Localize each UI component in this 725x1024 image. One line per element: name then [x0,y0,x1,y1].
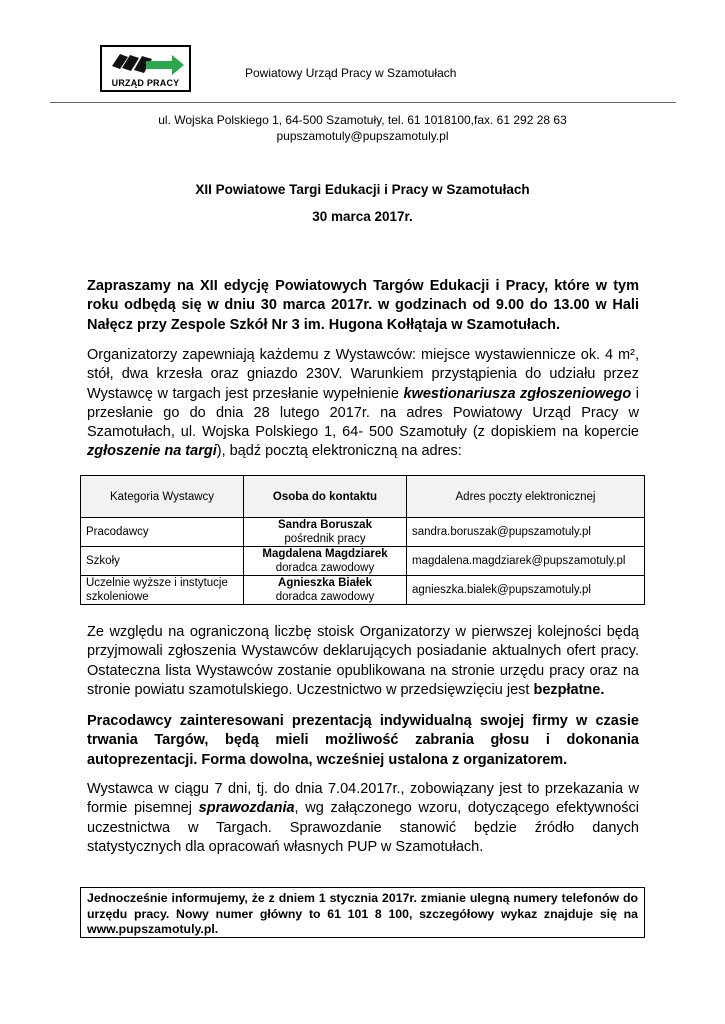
email-cell: agnieszka.bialek@pupszamotuly.pl [407,576,645,605]
table-row [81,518,645,547]
table-header-row [81,476,645,518]
organizers-text-2: i przesłanie go do dnia 28 lutego 2017r. na adres Powiatowy Urząd Pracy w Szamotułach, ul. Wojska Polskiego 1, 64- 500 Szamotuły (z dopiskiem na kopercie [87,385,640,441]
envelope-note-emphasis: zgłoszenie na targi [87,443,217,460]
space-limit-paragraph [87,623,639,700]
contact-name: Magdalena Magdziarek [262,548,388,560]
header-contact-person: Osoba do kontaktu [244,476,407,518]
title-line-1: XII Powiatowe Targi Edukacji i Pracy w Szamotułach [195,182,530,197]
logo [100,45,191,92]
contact-role: doradca zawodowy [275,591,375,603]
contact-cell [244,547,407,576]
presentation-paragraph: Pracodawcy zainteresowani prezentacją indywidualną swojej firmy w czasie trwania Targów, będą mieli możliwość zabrania głosu i dokonania autoprezentacji. Forma dowolna, wcześniej ustalona z organizatorem. [87,713,639,768]
table-row [81,547,645,576]
email-cell: magdalena.magdziarek@pupszamotuly.pl [407,547,645,576]
contact-cell [244,518,407,547]
logo-text: URZĄD PRACY [111,78,180,88]
contact-name: Sandra Boruszak [278,519,372,531]
phone-change-notice: Jednocześnie informujemy, że z dniem 1 stycznia 2017r. zmianie ulegną numery telefonów do urzędu pracy. Nowy numer główny to 61 101 8 100, szczegółowy wykaz znajduje się na www.pupszamotuly.pl. [80,887,645,938]
header-email: Adres poczty elektronicznej [407,476,645,518]
table-row [81,576,645,605]
address-line: ul. Wojska Polskiego 1, 64-500 Szamotuły, tel. 61 1018100,fax. 61 292 28 63 [158,113,567,127]
report-emphasis: sprawozdania [198,800,295,817]
category-cell: Pracodawcy [81,518,244,547]
contact-role: pośrednik pracy [284,533,366,545]
report-text-2: , wg załączonego wzoru, dotyczącego efektywności uczestnictwa w Targach. Sprawozdanie stanowić będzie źródło danych statystycznych dla opracowań własnych PUP w Szamotułach. [87,800,639,855]
header-category: Kategoria Wystawcy [81,476,244,518]
category-cell: Uczelnie wyższe i instytucje szkoleniowe [81,576,244,605]
contacts-table [80,475,645,605]
address-block [0,112,725,144]
intro-paragraph: Zapraszamy na XII edycję Powiatowych Targów Edukacji i Pracy, które w tym roku odbędą się w dniu 30 marca 2017r. w godzinach od 9.00 do 13.00 w Hali Nałęcz przy Zespole Szkół Nr 3 im. Hugona Kołłątaja w Szamotułach. [87,278,639,333]
document-title [0,176,725,230]
organizers-paragraph [87,346,639,462]
free-of-charge-emphasis: bezpłatne. [533,681,605,698]
header-divider [50,102,676,103]
category-cell: Szkoły [81,547,244,576]
space-limit-text: Ze względu na ograniczoną liczbę stoisk Organizatorzy w pierwszej kolejności będą przyjmowali zgłoszenia Wystawców deklarujących posiadanie aktualnych ofert pracy. Ostateczna lista Wystawców zostanie opublikowana na stronie urzędu pracy oraz na stronie powiatu szamotulskiego. Uczestnictwo w przedsięwzięciu jest [87,624,639,698]
report-text-1: Wystawca w ciągu 7 dni, tj. do dnia 7.04.2017r., zobowiązany jest to przekazania w formie pisemnej [87,781,639,817]
contact-cell [244,576,407,605]
logo-graphic-icon [106,50,186,80]
organizers-text-1: Organizatorzy zapewniają każdemu z Wystawców: miejsce wystawiennicze ok. 4 m², stół, dwa krzesła oraz gniazdo 230V. Warunkiem przystąpienia do udziału przez Wystawcę w targach jest przesłanie wypełnienie [87,347,639,402]
contact-role: doradca zawodowy [275,562,375,574]
questionnaire-emphasis: kwestionariusza zgłoszeniowego [403,385,632,402]
report-paragraph [87,780,639,857]
organizers-text-3: ), bądź pocztą elektroniczną na adres: [216,443,462,460]
organization-name: Powiatowy Urząd Pracy w Szamotułach [245,66,457,80]
email-cell: sandra.boruszak@pupszamotuly.pl [407,518,645,547]
email-line: pupszamotuly@pupszamotuly.pl [276,129,449,143]
contact-name: Agnieszka Białek [278,577,372,589]
title-date: 30 marca 2017r. [312,209,413,224]
